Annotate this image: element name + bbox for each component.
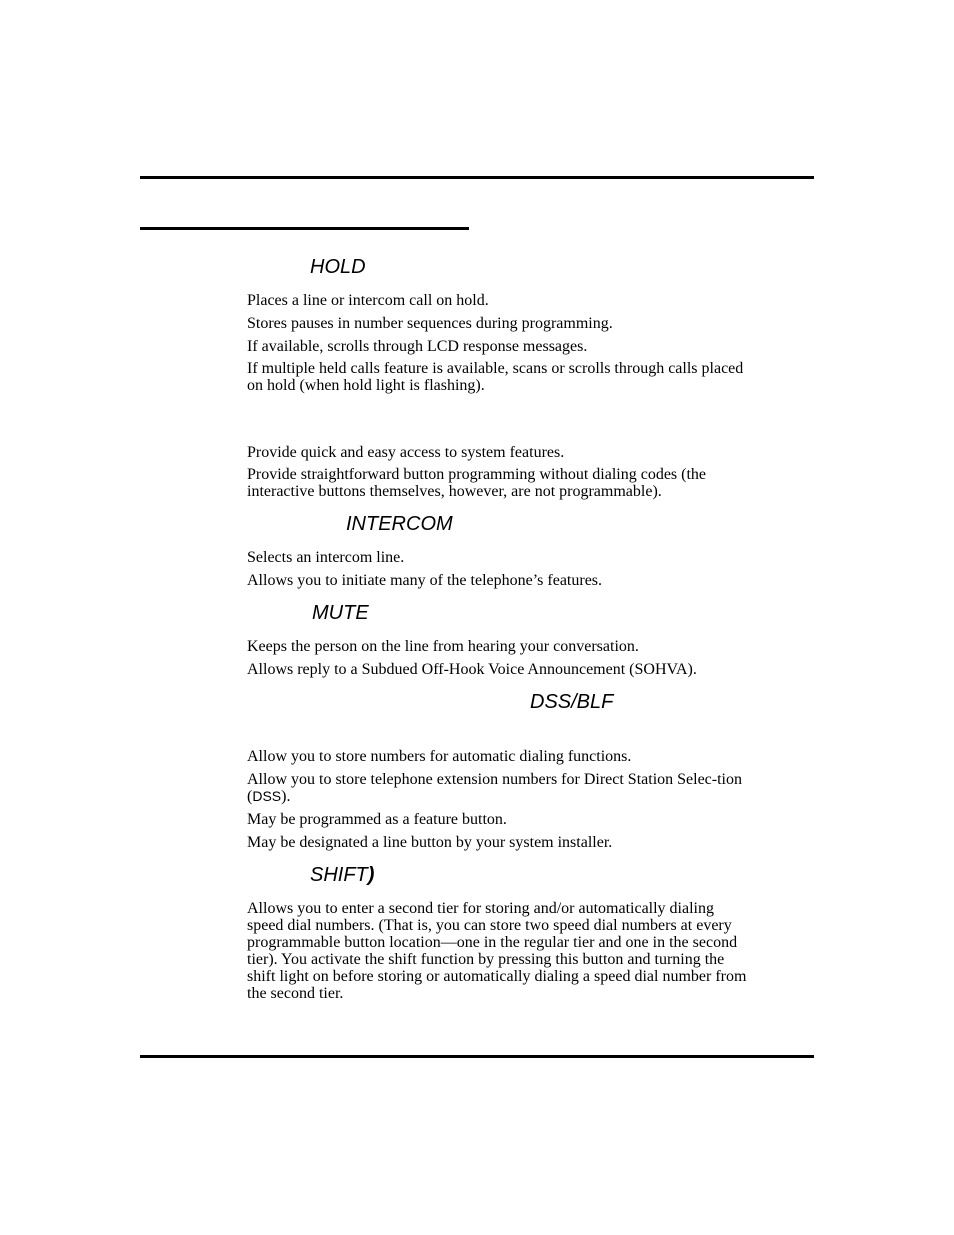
dss-blf-item-3: May be programmed as a feature button. xyxy=(247,811,507,828)
dss-blf-item-4: May be designated a line button by your system installer. xyxy=(247,834,613,851)
dss-blf-item-1: Allow you to store numbers for automatic dialing functions. xyxy=(247,748,632,765)
bottom-rule xyxy=(140,1055,814,1058)
intercom-heading: INTERCOM xyxy=(346,513,453,535)
interactive-item-2: Provide straightforward button programming without dialing codes (the interactive buttons themselves, however, are not programmable). xyxy=(247,466,707,500)
interactive-item-1: Provide quick and easy access to system features. xyxy=(247,444,565,461)
dss-abbrev: DSS xyxy=(252,788,282,804)
mute-item-2: Allows reply to a Subdued Off-Hook Voice Announcement (SOHVA). xyxy=(247,661,697,678)
top-rule xyxy=(140,176,814,179)
mute-item-1: Keeps the person on the line from hearing your conversation. xyxy=(247,638,639,655)
mute-heading: MUTE xyxy=(312,602,369,624)
hold-item-1: Places a line or intercom call on hold. xyxy=(247,292,489,309)
hold-heading: HOLD xyxy=(310,256,366,278)
hold-item-3: If available, scrolls through LCD response messages. xyxy=(247,338,588,355)
shift-heading xyxy=(310,863,374,887)
dss-blf-item-2 xyxy=(247,771,755,805)
dss-blf-heading: DSS/BLF xyxy=(530,691,614,713)
intercom-item-1: Selects an intercom line. xyxy=(247,549,405,566)
shift-heading-text: SHIFT xyxy=(310,864,368,886)
intercom-item-2: Allows you to initiate many of the telephone’s features. xyxy=(247,572,603,589)
dss-blf-item-2-end: ). xyxy=(281,788,291,805)
section-rule xyxy=(140,227,469,230)
dss-blf-item-2-text: Allow you to store telephone extension numbers for Direct Station Selec-tion ( xyxy=(247,771,742,805)
shift-heading-paren: ) xyxy=(367,864,375,886)
shift-item-1: Allows you to enter a second tier for storing and/or automatically dialing speed dial numbers. (That is, you can store two speed dial numbers at every programmable button location—one in the regular tier and one in the second tier). You activate the shift function by pressing this button and turning the shift light on before storing or automatically dialing a speed dial number from the second tier. xyxy=(247,900,747,1002)
hold-item-2: Stores pauses in number sequences during programming. xyxy=(247,315,613,332)
hold-item-4: If multiple held calls feature is available, scans or scrolls through calls placed on hold (when hold light is flashing). xyxy=(247,360,744,394)
